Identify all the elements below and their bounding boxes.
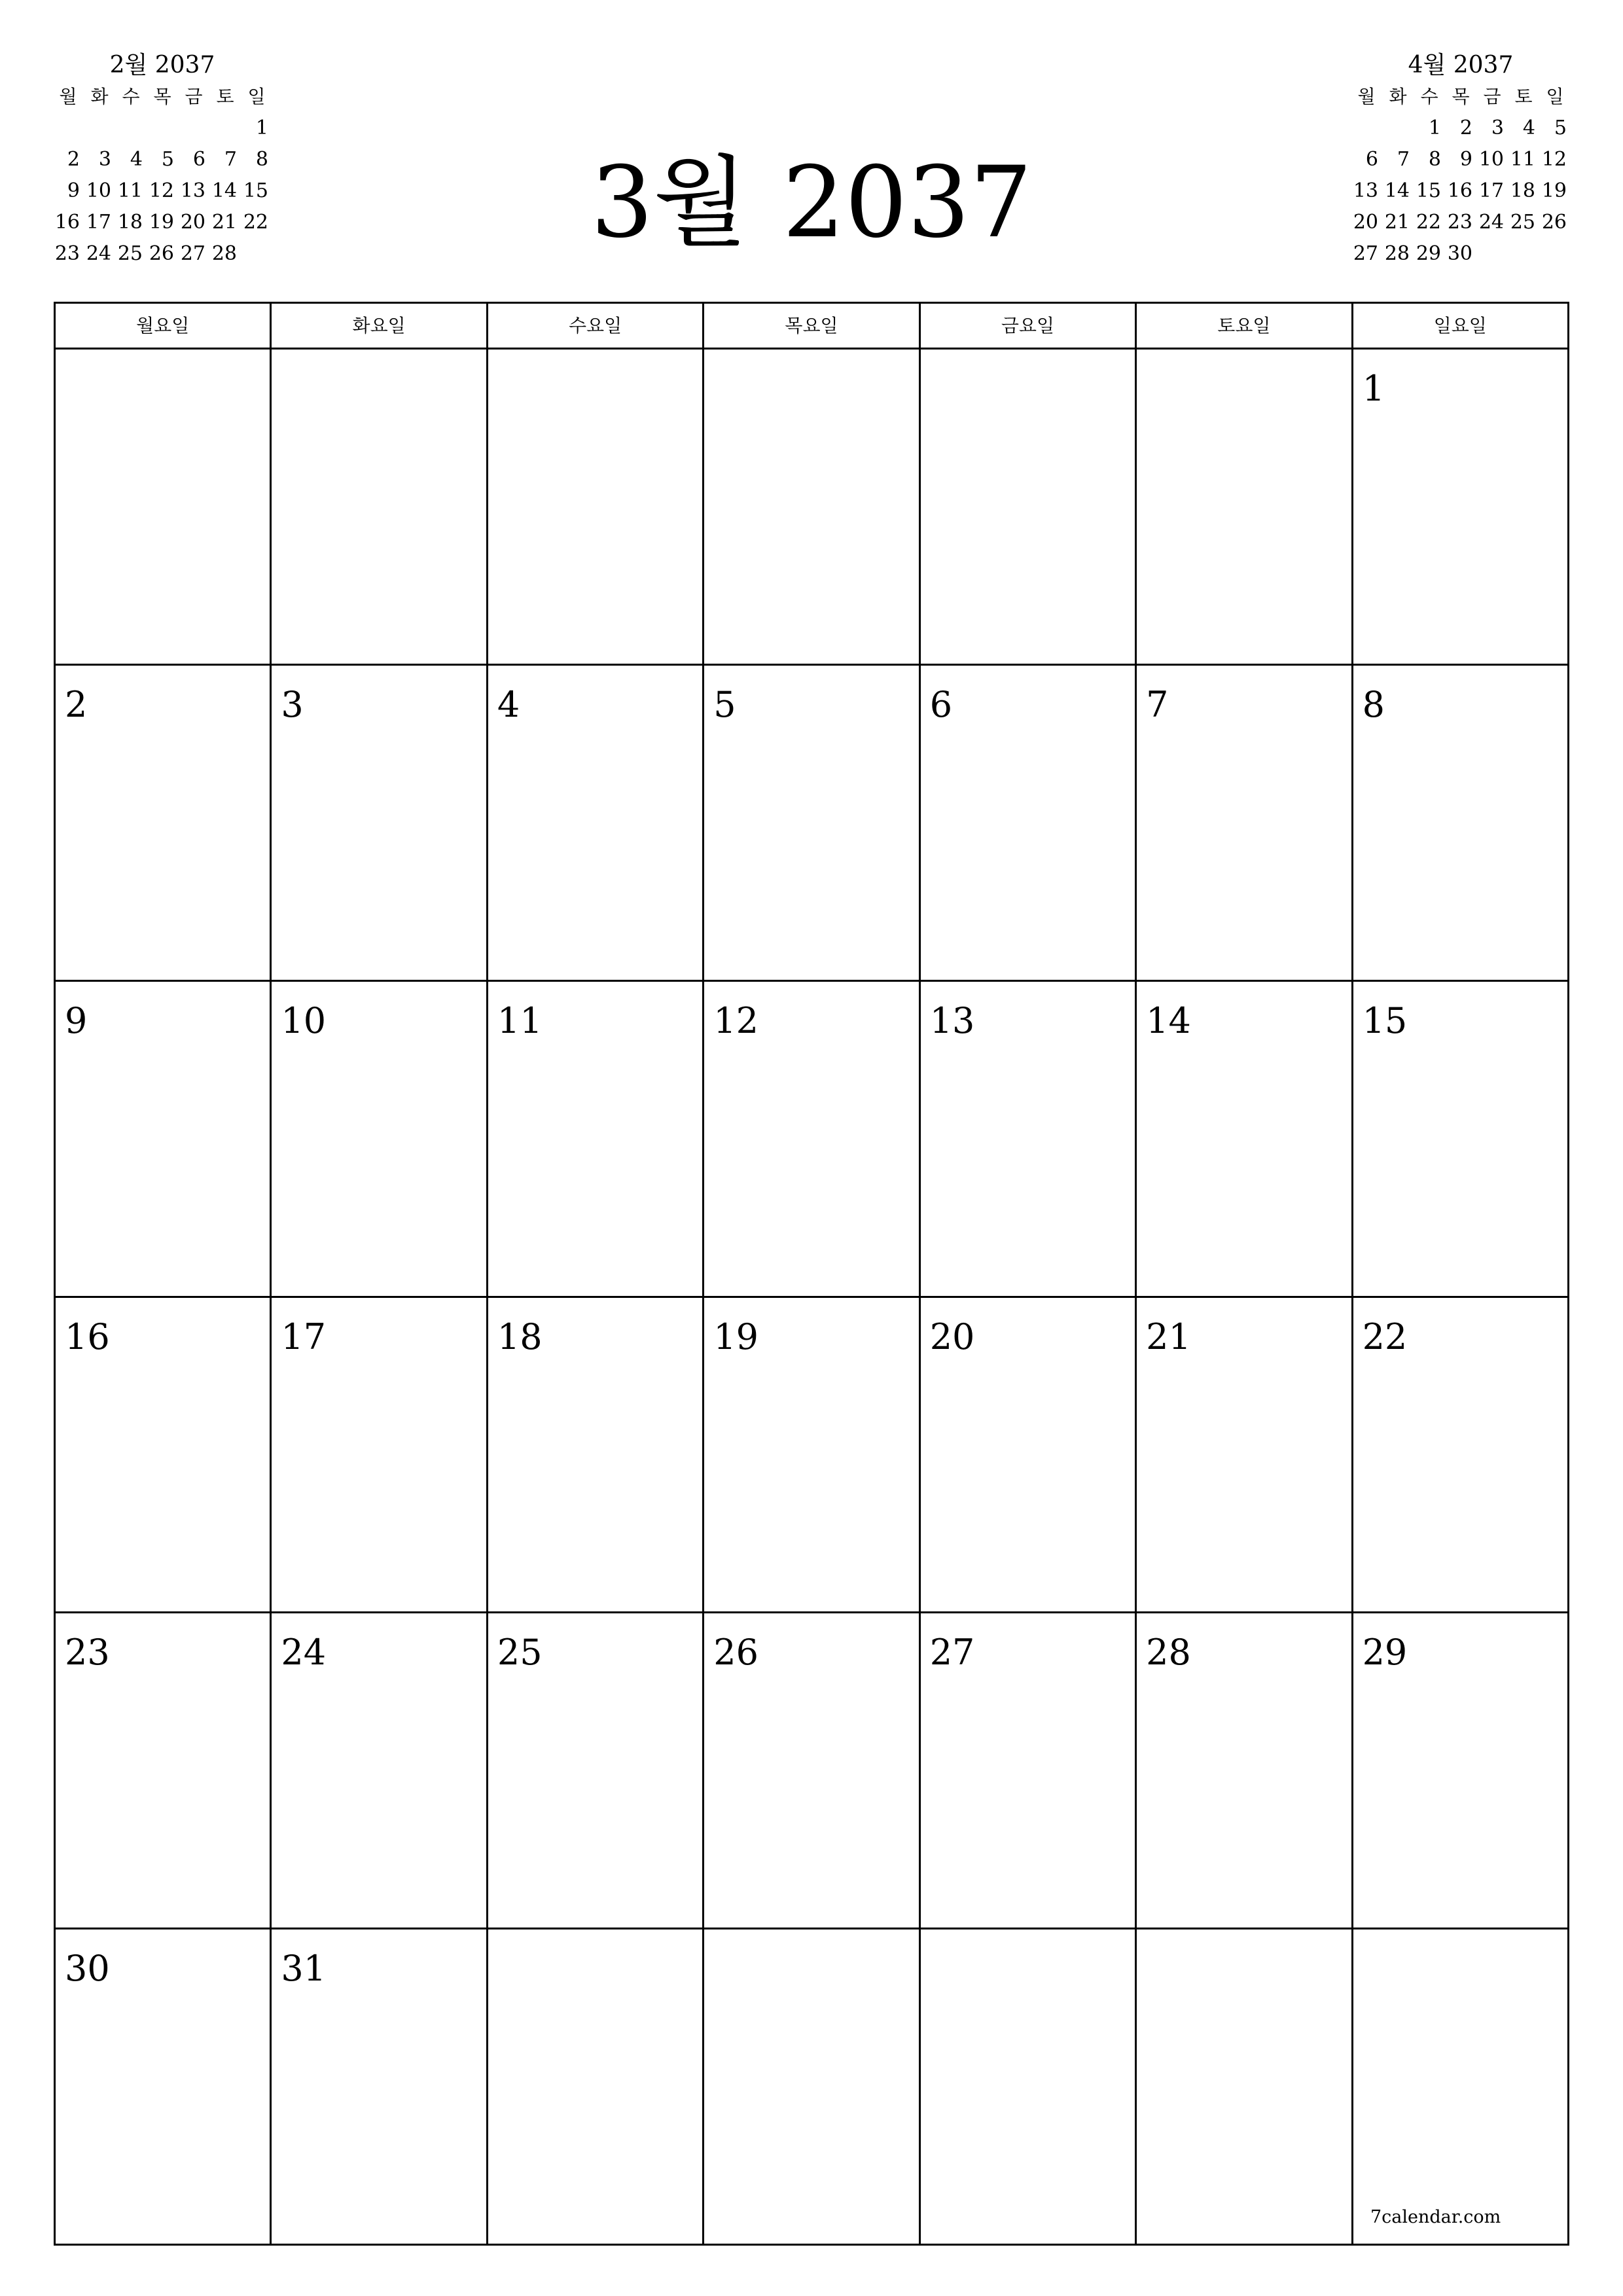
mini-day: 11: [117, 179, 143, 202]
empty-day-cell: [704, 350, 920, 666]
mini-day-empty: [209, 113, 241, 144]
mini-day: 15: [1416, 179, 1441, 202]
empty-day-cell: [921, 350, 1137, 666]
mini-day: 19: [149, 211, 174, 234]
empty-day-cell: [272, 350, 488, 666]
day-cell: [1353, 1298, 1569, 1614]
mini-day: 14: [1384, 179, 1410, 202]
day-number: 30: [65, 1948, 110, 1990]
mini-calendar-next-grid: [1351, 81, 1571, 270]
day-number: 3: [281, 683, 304, 725]
mini-day: 13: [180, 179, 205, 202]
day-cell: [488, 1298, 704, 1614]
mini-day: 7: [1397, 148, 1410, 171]
day-number: 11: [497, 999, 543, 1041]
mini-day: 9: [67, 179, 80, 202]
mini-day: 9: [1459, 148, 1472, 171]
day-number: 24: [281, 1632, 327, 1674]
mini-day: 3: [1491, 117, 1504, 139]
mini-weekday-label: 화: [1389, 86, 1407, 107]
mini-day: 27: [1353, 242, 1378, 265]
mini-weekday-label: 토: [1514, 86, 1533, 107]
day-number: 25: [497, 1632, 543, 1674]
empty-day-cell: [56, 350, 272, 666]
mini-day: 12: [149, 179, 174, 202]
day-number: 29: [1362, 1632, 1408, 1674]
mini-day: 25: [1510, 211, 1535, 234]
page-title-year: 2037: [782, 146, 1033, 260]
day-number: 17: [281, 1316, 327, 1357]
empty-day-cell: [488, 1929, 704, 2246]
day-cell: [1353, 666, 1569, 982]
mini-day: 4: [1522, 117, 1535, 139]
day-number: 20: [929, 1316, 975, 1357]
day-number: 14: [1146, 999, 1191, 1041]
day-number: 12: [713, 999, 758, 1041]
weekday-header: 수요일: [488, 304, 704, 350]
footer-credit: 7calendar.com: [1370, 2207, 1501, 2227]
mini-day-empty: [1351, 113, 1382, 144]
mini-day: 26: [1541, 211, 1567, 234]
mini-day: 27: [180, 242, 205, 265]
day-number: 31: [281, 1948, 327, 1990]
day-number: 8: [1362, 683, 1385, 725]
mini-weekday-label: 수: [1420, 86, 1438, 107]
day-cell: [1137, 1298, 1353, 1614]
weekday-header: 월요일: [56, 304, 272, 350]
day-number: 7: [1146, 683, 1169, 725]
weekday-header: 토요일: [1137, 304, 1353, 350]
day-number: 27: [929, 1632, 975, 1674]
mini-day: 13: [1353, 179, 1378, 202]
day-number: 1: [1362, 368, 1385, 409]
day-number: 4: [497, 683, 520, 725]
mini-day-empty: [1508, 238, 1539, 270]
day-cell: [488, 1613, 704, 1929]
mini-weekday-label: 일: [247, 86, 266, 107]
day-number: 16: [65, 1316, 110, 1357]
mini-day: 16: [54, 211, 80, 234]
mini-day: 24: [1478, 211, 1504, 234]
mini-day: 2: [67, 148, 80, 171]
day-cell: [704, 982, 920, 1298]
mini-day: 23: [54, 242, 80, 265]
day-number: 6: [929, 683, 953, 725]
day-cell: [56, 666, 272, 982]
empty-day-cell: [1137, 1929, 1353, 2246]
mini-day: 17: [86, 211, 111, 234]
day-cell: [56, 1298, 272, 1614]
weekday-header: 일요일: [1353, 304, 1569, 350]
mini-day: 10: [86, 179, 111, 202]
mini-weekday-label: 일: [1546, 86, 1564, 107]
day-cell: [56, 1613, 272, 1929]
day-number: 10: [281, 999, 327, 1041]
day-number: 2: [65, 683, 88, 725]
empty-day-cell: [921, 1929, 1137, 2246]
mini-day: 19: [1541, 179, 1567, 202]
mini-day: 15: [243, 179, 268, 202]
day-cell: [272, 1298, 488, 1614]
mini-day: 26: [149, 242, 174, 265]
mini-day: 29: [1416, 242, 1441, 265]
mini-weekday-label: 목: [1452, 86, 1470, 107]
empty-day-cell: [704, 1929, 920, 2246]
mini-day: 23: [1447, 211, 1472, 234]
mini-weekday-label: 수: [122, 86, 140, 107]
mini-day-empty: [52, 113, 84, 144]
day-number: 9: [65, 999, 88, 1041]
mini-day: 25: [117, 242, 143, 265]
day-cell: [56, 982, 272, 1298]
weekday-header: 목요일: [704, 304, 920, 350]
mini-day: 2: [1459, 117, 1472, 139]
day-cell: [272, 1613, 488, 1929]
mini-calendar-prev-title: 2월 2037: [109, 52, 215, 79]
day-cell: [921, 1298, 1137, 1614]
day-cell: [1353, 350, 1569, 666]
day-number: 19: [713, 1316, 758, 1357]
mini-weekday-label: 월: [59, 86, 77, 107]
mini-day: 8: [1428, 148, 1441, 171]
mini-calendar-next-title: 4월 2037: [1408, 52, 1514, 79]
mini-day: 6: [1365, 148, 1378, 171]
day-number: 13: [929, 999, 975, 1041]
day-cell: [921, 1613, 1137, 1929]
day-cell: [272, 982, 488, 1298]
empty-day-cell: [1137, 350, 1353, 666]
mini-day-empty: [115, 113, 147, 144]
day-cell: [704, 1613, 920, 1929]
empty-day-cell: [488, 350, 704, 666]
mini-day: 18: [1510, 179, 1535, 202]
mini-day: 28: [211, 242, 237, 265]
mini-day: 22: [1416, 211, 1441, 234]
mini-day: 17: [1478, 179, 1504, 202]
mini-weekday-label: 금: [1483, 86, 1501, 107]
mini-day-empty: [178, 113, 209, 144]
mini-day-empty: [147, 113, 178, 144]
mini-day: 1: [255, 117, 268, 139]
mini-weekday-label: 금: [185, 86, 203, 107]
mini-day: 6: [192, 148, 205, 171]
mini-day: 30: [1447, 242, 1472, 265]
mini-day: 5: [161, 148, 174, 171]
day-cell: [272, 1929, 488, 2246]
day-number: 28: [1146, 1632, 1191, 1674]
mini-day: 7: [224, 148, 237, 171]
mini-day-empty: [1382, 113, 1414, 144]
mini-day: 10: [1478, 148, 1504, 171]
mini-weekday-label: 월: [1357, 86, 1376, 107]
day-cell: [1353, 982, 1569, 1298]
mini-day-empty: [1539, 238, 1571, 270]
day-number: 21: [1146, 1316, 1191, 1357]
empty-day-cell: [1353, 1929, 1569, 2246]
mini-weekday-label: 화: [90, 86, 109, 107]
mini-day: 16: [1447, 179, 1472, 202]
day-number: 23: [65, 1632, 110, 1674]
day-number: 18: [497, 1316, 543, 1357]
mini-day: 4: [130, 148, 143, 171]
mini-day: 11: [1510, 148, 1535, 171]
mini-day: 14: [211, 179, 237, 202]
day-cell: [488, 982, 704, 1298]
day-cell: [272, 666, 488, 982]
mini-day: 21: [1384, 211, 1410, 234]
mini-day: 12: [1541, 148, 1567, 171]
day-cell: [704, 1298, 920, 1614]
mini-day: 24: [86, 242, 111, 265]
day-cell: [1137, 666, 1353, 982]
mini-weekday-label: 토: [216, 86, 234, 107]
weekday-header: 화요일: [272, 304, 488, 350]
day-cell: [1353, 1613, 1569, 1929]
day-cell: [488, 666, 704, 982]
mini-day: 28: [1384, 242, 1410, 265]
mini-day: 3: [98, 148, 111, 171]
mini-day-empty: [1476, 238, 1508, 270]
day-cell: [56, 1929, 272, 2246]
day-cell: [704, 666, 920, 982]
day-cell: [921, 982, 1137, 1298]
mini-day: 5: [1554, 117, 1567, 139]
month-grid: [54, 302, 1569, 2246]
mini-day: 18: [117, 211, 143, 234]
page-title-month: 3월: [590, 146, 749, 260]
mini-day: 20: [1353, 211, 1378, 234]
mini-weekday-label: 목: [153, 86, 171, 107]
mini-day: 21: [211, 211, 237, 234]
day-number: 22: [1362, 1316, 1408, 1357]
day-cell: [921, 666, 1137, 982]
day-cell: [1137, 982, 1353, 1298]
day-number: 26: [713, 1632, 758, 1674]
day-number: 15: [1362, 999, 1408, 1041]
mini-day: 20: [180, 211, 205, 234]
mini-day: 1: [1428, 117, 1441, 139]
weekday-header: 금요일: [921, 304, 1137, 350]
mini-calendar-next: [1351, 50, 1571, 270]
mini-day-empty: [84, 113, 115, 144]
mini-day: 22: [243, 211, 268, 234]
day-cell: [1137, 1613, 1353, 1929]
day-number: 5: [713, 683, 736, 725]
mini-day: 8: [255, 148, 268, 171]
